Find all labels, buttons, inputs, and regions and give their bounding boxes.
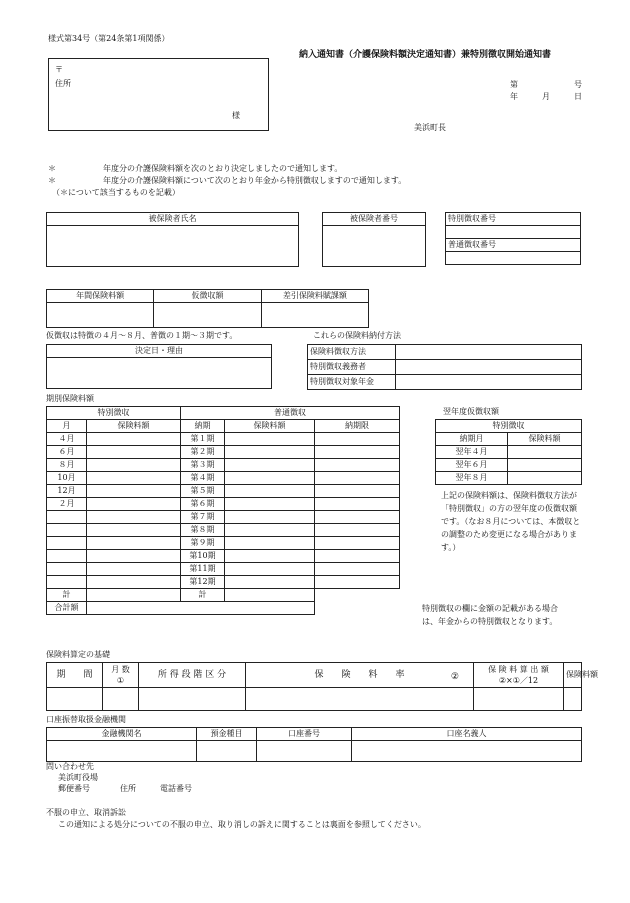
table-row: 第12期 [47,576,400,589]
col-term: 納期 [181,420,225,433]
notice-mark-1: ＊ [48,164,56,173]
col-deadline: 納期限 [315,420,400,433]
notice-mark-2: ＊ [48,176,56,185]
postal-mark: 〒 [55,65,63,74]
account-holder-label: 口座名義人 [352,728,582,741]
notice-line-2: 年度分の介護保険料額について次のとおり年金から特別徴収しますので通知します。 [103,176,407,185]
col-amount: 保険料額 [87,420,181,433]
normal-collection-header: 普通徴収 [181,407,400,420]
mayor-name: 美浜町長 [414,123,446,132]
table-row: 翌年４月 [436,446,582,459]
form-number: 様式第34号（第24条第1項関係） [48,34,170,43]
special-total-label: 計 [47,589,87,602]
decision-table [46,344,272,389]
basis-months: 月 数 [111,665,130,674]
grand-total-label: 合計額 [47,602,87,615]
method-title: これらの保険料納付方法 [313,331,401,340]
table-row: 10月 第４期 [47,472,400,485]
table-row: 12月 第５期 [47,485,400,498]
next-year-col-month: 納期月 [436,433,508,446]
special-number-label: 特別徴収番号 [446,213,581,226]
table-row: ２月 第６期 [47,498,400,511]
contact-title: 問い合わせ先 [46,762,94,771]
basis-premium: 保険料額 [564,663,582,688]
table-row: 翌年８月 [436,472,582,485]
table-row: 第10期 [47,550,400,563]
account-number-label: 口座番号 [257,728,352,741]
insured-number-table [322,212,426,267]
next-year-special-header: 特別徴収 [436,420,582,433]
levy-amount-label: 差引保険料賦課額 [261,290,368,303]
basis-income-class: 所 得 段 階 区 分 [139,663,246,688]
special-note-1: 特別徴収の欄に金額の記載がある場合 [422,604,558,613]
table-row: ６月 第２期 [47,446,400,459]
deposit-type-label: 預金種目 [197,728,257,741]
basis-calc-formula: ②×①／12 [498,676,539,685]
decision-cell [47,358,272,389]
basis-rate: 保 険 料 率 [314,670,405,680]
table-row: ８月 第３期 [47,459,400,472]
table-row: ４月 第１期 [47,433,400,446]
target-pension-label: 特別徴収対象年金 [308,375,396,390]
normal-total-label: 計 [181,589,225,602]
table-row: 第８期 [47,524,400,537]
decision-label: 決定日・理由 [47,345,272,358]
date-year: 年 [510,92,518,101]
doc-number-suffix: 号 [574,80,582,89]
honorific: 様 [232,111,240,120]
table-row: 第11期 [47,563,400,576]
insured-number-label: 被保険者番号 [323,213,426,226]
period-table [46,406,400,615]
special-number-cell [446,226,581,239]
insured-name-table [46,212,299,267]
next-year-title: 翌年度仮徴収額 [443,407,499,416]
table-row: 第７期 [47,511,400,524]
address-label: 住所 [55,79,71,88]
basis-months-mark: ① [116,676,125,685]
notice-line-3: （＊について該当するものを記載） [52,188,180,197]
grand-total-row [47,602,400,615]
basis-period: 期 間 [47,663,103,688]
provisional-amount-label: 仮徴収額 [154,290,261,303]
period-title: 期別保険料額 [46,394,94,403]
date-day: 日 [574,92,582,101]
total-row [47,589,400,602]
basis-rate-mark: ② [450,672,459,682]
normal-number-label: 普通徴収番号 [446,239,581,252]
doc-number-prefix: 第 [510,80,518,89]
bank-name-label: 金融機関名 [47,728,197,741]
contact-office: 美浜町役場 [58,773,98,782]
normal-number-cell [446,252,581,265]
contact-phone: 電話番号 [160,784,192,793]
basis-calc: 保 険 料 算 出 額 [488,665,549,674]
insured-name-cell [47,226,299,267]
document-title: 納入通知書（介護保険料額決定通知書）兼特別徴収開始通知書 [299,50,552,60]
next-year-note: 上記の保険料額は、保険料徴収方法が「特別徴収」の方の翌年度の仮徴収額です。（なお８月については、本徴収との調整のため変更になる場合があります。） [441,491,581,552]
payment-method-table [307,344,582,390]
appeal-title: 不服の申立、取消訴訟 [46,808,126,817]
withholding-agent-label: 特別徴収義務者 [308,360,396,375]
table-row: 翌年６月 [436,459,582,472]
contact-address: 住所 [120,784,136,793]
insured-number-cell [323,226,426,267]
table-row: 第９期 [47,537,400,550]
bank-table [46,727,582,762]
annual-amount-table [46,289,369,328]
next-year-table [435,419,582,485]
collection-method-label: 保険料徴収方法 [308,345,396,360]
basis-title: 保険料算定の基礎 [46,650,110,659]
insured-name-label: 被保険者氏名 [47,213,299,226]
next-year-col-amount: 保険料額 [508,433,582,446]
basis-table [46,662,598,711]
special-collection-header: 特別徴収 [47,407,181,420]
contact-postal: 郵便番号 [58,784,90,793]
date-month: 月 [542,92,550,101]
annual-premium-label: 年間保険料額 [47,290,154,303]
bank-title: 口座振替取扱金融機関 [46,715,126,724]
address-box [48,58,269,131]
special-note-2: は、年金からの特別徴収となります。 [422,617,558,626]
provisional-note: 仮徴収は特徴の４月～８月、普徴の１期～３期です。 [46,331,238,340]
appeal-text: この通知による処分についての不服の申立、取り消しの訴えに関することは裏面を参照してください。 [58,820,426,829]
collection-number-table [445,212,581,265]
col-month: 月 [47,420,87,433]
notice-line-1: 年度分の介護保険料額を次のとおり決定しましたので通知します。 [103,164,343,173]
col-amount2: 保険料額 [225,420,315,433]
